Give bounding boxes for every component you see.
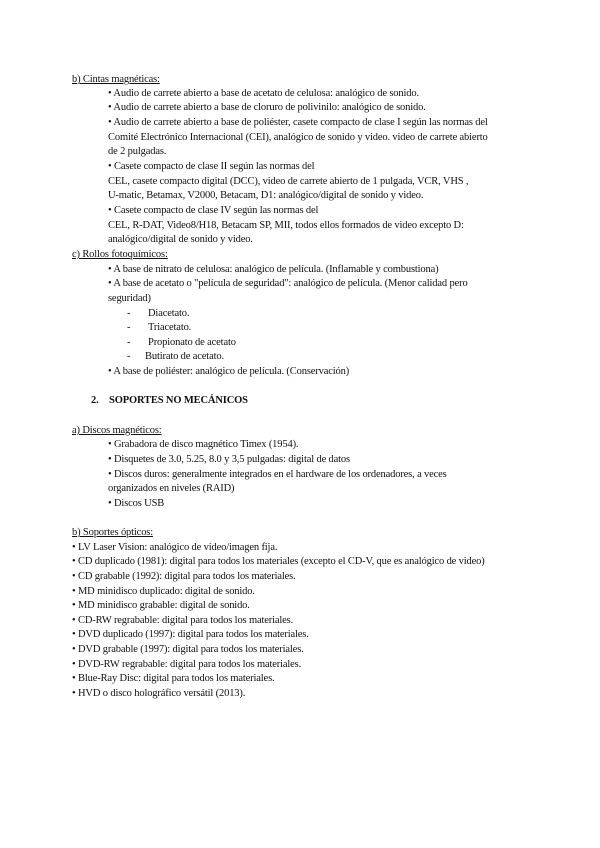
list-item-continuation: seguridad) <box>108 293 151 304</box>
list-item: • MD minidisco duplicado: digital de sonido. <box>72 586 255 597</box>
list-item: • A base de acetato o "película de seguridad": analógico de película. (Menor calidad pero <box>108 278 468 289</box>
section-title: SOPORTES NO MECÁNICOS <box>109 395 248 406</box>
list-item-continuation: organizados en niveles (RAID) <box>108 483 235 494</box>
list-item: • DVD duplicado (1997): digital para todos los materiales. <box>72 629 309 640</box>
list-item: • Casete compacto de clase II según las normas del <box>108 161 315 172</box>
list-item-continuation: analógico/digital de sonido y video. <box>108 234 253 245</box>
list-item-continuation: U-matic, Betamax, V2000, Betacam, D1: analógico/digital de sonido y video. <box>108 190 424 201</box>
list-item: • Discos duros: generalmente integrados en el hardware de los ordenadores, a veces <box>108 469 447 480</box>
heading-cintas-magneticas: b) Cintas magnéticas: <box>72 74 160 85</box>
heading-soportes-opticos: b) Soportes ópticos: <box>72 527 153 538</box>
list-item-continuation: CEL, casete compacto digital (DCC), video de carrete abierto de 1 pulgada, VCR, VHS , <box>108 176 469 187</box>
list-item-continuation: de 2 pulgadas. <box>108 146 167 157</box>
list-item: • CD-RW regrabable: digital para todos los materiales. <box>72 615 294 626</box>
sub-item: Diacetato. <box>148 308 190 319</box>
list-item-continuation: Comité Electrónico Internacional (CEI), analógico de sonido y video. video de carrete abierto <box>108 132 488 143</box>
list-item: • Audio de carrete abierto a base de acetato de celulosa: analógico de sonido. <box>108 88 419 99</box>
list-item: • Disquetes de 3.0, 5.25, 8.0 y 3,5 pulgadas: digital de datos <box>108 454 350 465</box>
list-item: • Audio de carrete abierto a base de poliéster, casete compacto de clase I según las normas del <box>108 117 488 128</box>
heading-rollos-fotoquimicos: c) Rollos fotoquímicos: <box>72 249 168 260</box>
sub-item-dash: - <box>127 308 131 319</box>
sub-item-dash: - <box>127 322 131 333</box>
list-item: • A base de poliéster: analógico de película. (Conservación) <box>108 366 350 377</box>
list-item: • Audio de carrete abierto a base de cloruro de polivinilo: analógico de sonido. <box>108 102 426 113</box>
list-item: • A base de nitrato de celulosa: analógico de película. (Inflamable y combustiona) <box>108 264 439 275</box>
sub-item: Triacetato. <box>148 322 192 333</box>
section-number: 2. <box>91 395 99 406</box>
list-item: • Casete compacto de clase IV según las normas del <box>108 205 319 216</box>
list-item: • MD minidisco grabable: digital de sonido. <box>72 600 250 611</box>
sub-item-dash: - <box>127 351 131 362</box>
list-item-continuation: CEL, R-DAT, Video8/H18, Betacam SP, MII, todos ellos formados de video excepto D: <box>108 220 464 231</box>
list-item: • CD duplicado (1981): digital para todos los materiales (excepto el CD-V, que es analógico de video) <box>72 556 485 567</box>
list-item: • CD grabable (1992): digital para todos los materiales. <box>72 571 296 582</box>
list-item: • HVD o disco holográfico versátil (2013). <box>72 688 246 699</box>
sub-item: Butirato de acetato. <box>145 351 224 362</box>
list-item: • Blue-Ray Disc: digital para todos los materiales. <box>72 673 275 684</box>
sub-item-dash: - <box>127 337 131 348</box>
list-item: • Discos USB <box>108 498 165 509</box>
list-item: • DVD grabable (1997): digital para todos los materiales. <box>72 644 304 655</box>
heading-discos-magneticos: a) Discos magnéticos: <box>72 425 162 436</box>
list-item: • DVD-RW regrabable: digital para todos los materiales. <box>72 659 302 670</box>
sub-item: Propionato de acetato <box>148 337 236 348</box>
list-item: • Grabadora de disco magnético Timex (1954). <box>108 439 299 450</box>
list-item: • LV Laser Vision: analógico de video/imagen fija. <box>72 542 278 553</box>
